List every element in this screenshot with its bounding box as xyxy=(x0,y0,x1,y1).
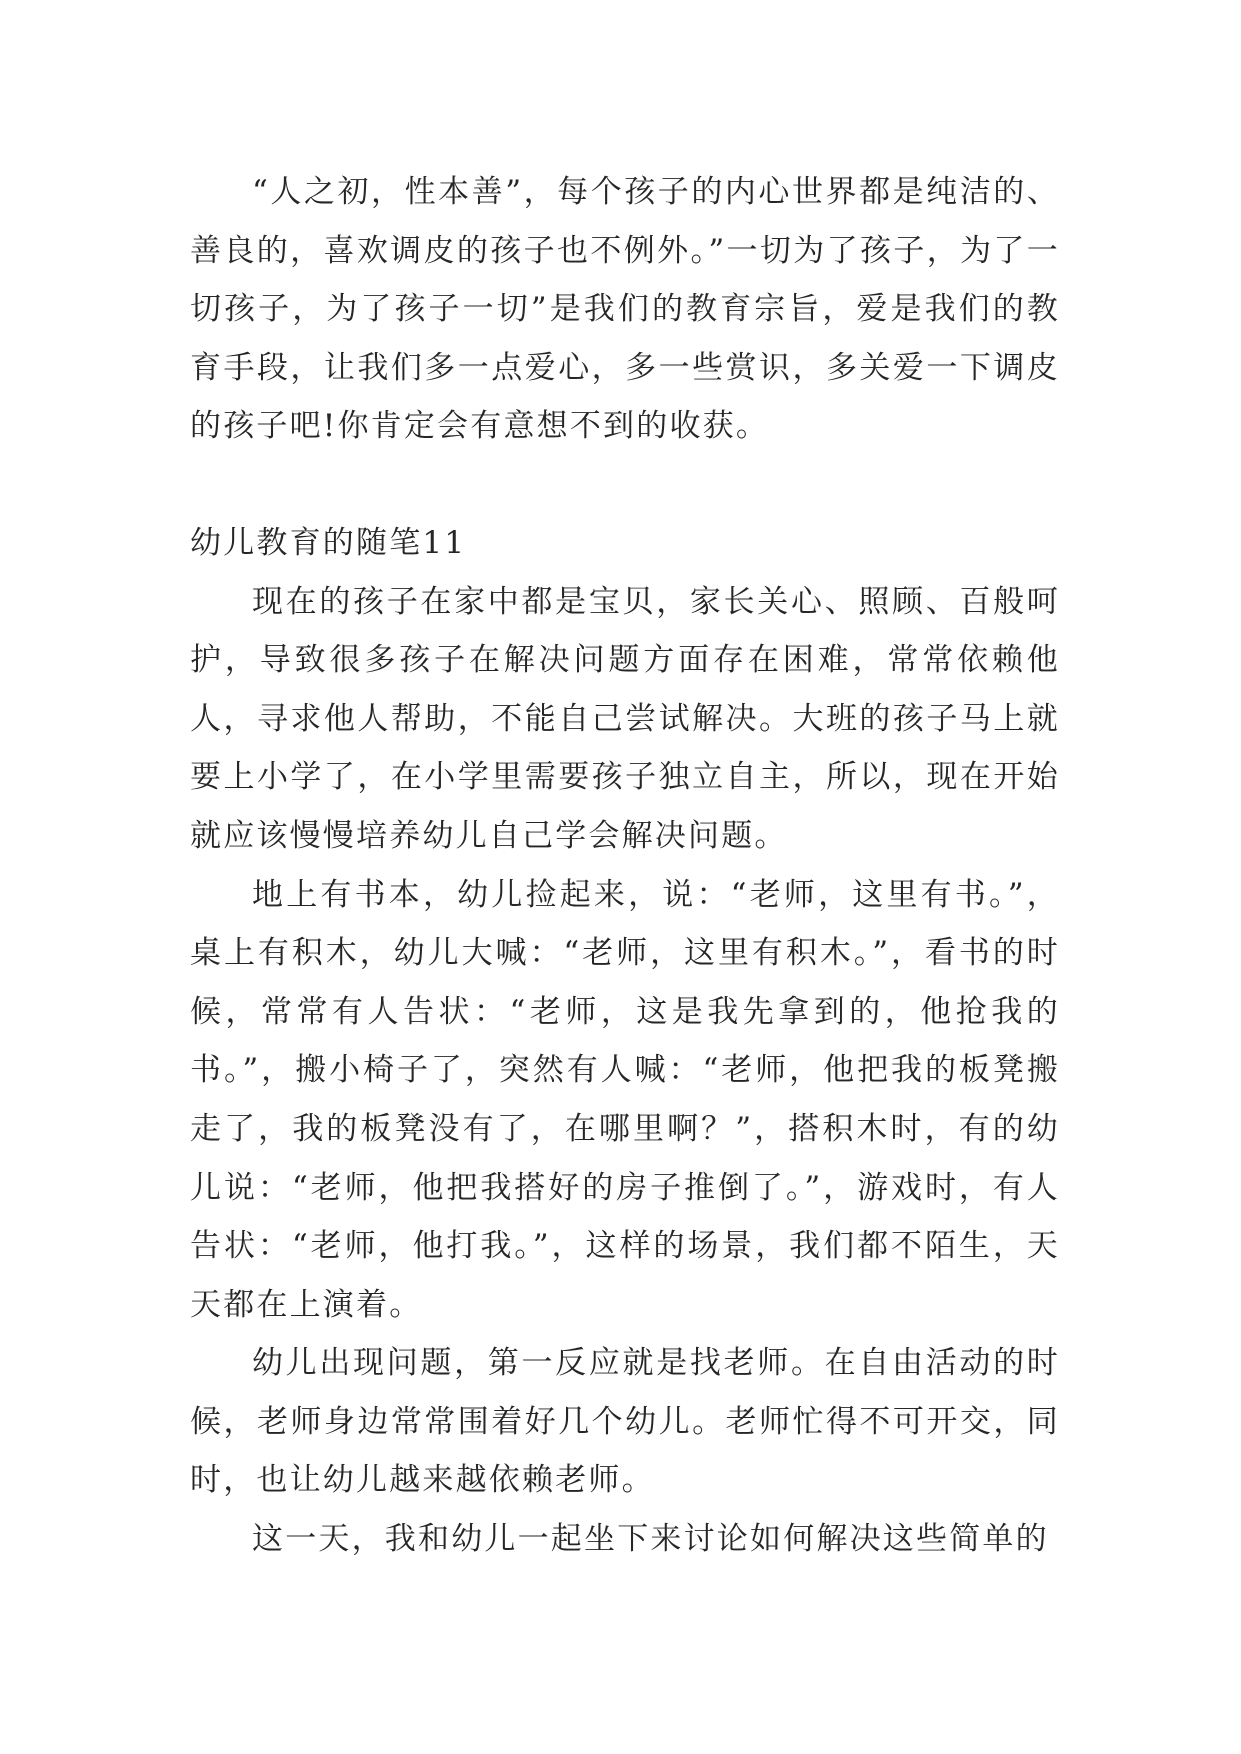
paragraph-intro: “人之初，性本善”，每个孩子的内心世界都是纯洁的、善良的，喜欢调皮的孩子也不例外。”一切为了孩子，为了一切孩子，为了孩子一切”是我们的教育宗旨，爱是我们的教育手段，让我们多一点爱心，多一些赏识，多关爱一下调皮的孩子吧!你肯定会有意想不到的收获。 xyxy=(190,174,1060,445)
paragraph-1: 现在的孩子在家中都是宝贝，家长关心、照顾、百般呵护，导致很多孩子在解决问题方面存在困难，常常依赖他人，寻求他人帮助，不能自己尝试解决。大班的孩子马上就要上小学了，在小学里需要孩子独立自主，所以，现在开始就应该慢慢培养幼儿自己学会解决问题。 xyxy=(190,583,1060,854)
paragraph-3: 幼儿出现问题，第一反应就是找老师。在自由活动的时候，老师身边常常围着好几个幼儿。老师忙得不可开交，同时，也让幼儿越来越依赖老师。 xyxy=(190,1345,1060,1499)
paragraph-4: 这一天，我和幼儿一起坐下来讨论如何解决这些简单的 xyxy=(252,1521,1049,1558)
document-body xyxy=(190,163,1060,1569)
section-title: 幼儿教育的随笔11 xyxy=(190,524,467,561)
paragraph-2: 地上有书本，幼儿捡起来，说：“老师，这里有书。”，桌上有积木，幼儿大喊：“老师，这里有积木。”，看书的时候，常常有人告状：“老师，这是我先拿到的，他抢我的书。”，搬小椅子了，突然有人喊：“老师，他把我的板凳搬走了，我的板凳没有了，在哪里啊？”，搭积木时，有的幼儿说：“老师，他把我搭好的房子推倒了。”，游戏时，有人告状：“老师，他打我。”，这样的场景，我们都不陌生，天天都在上演着。 xyxy=(190,876,1060,1323)
